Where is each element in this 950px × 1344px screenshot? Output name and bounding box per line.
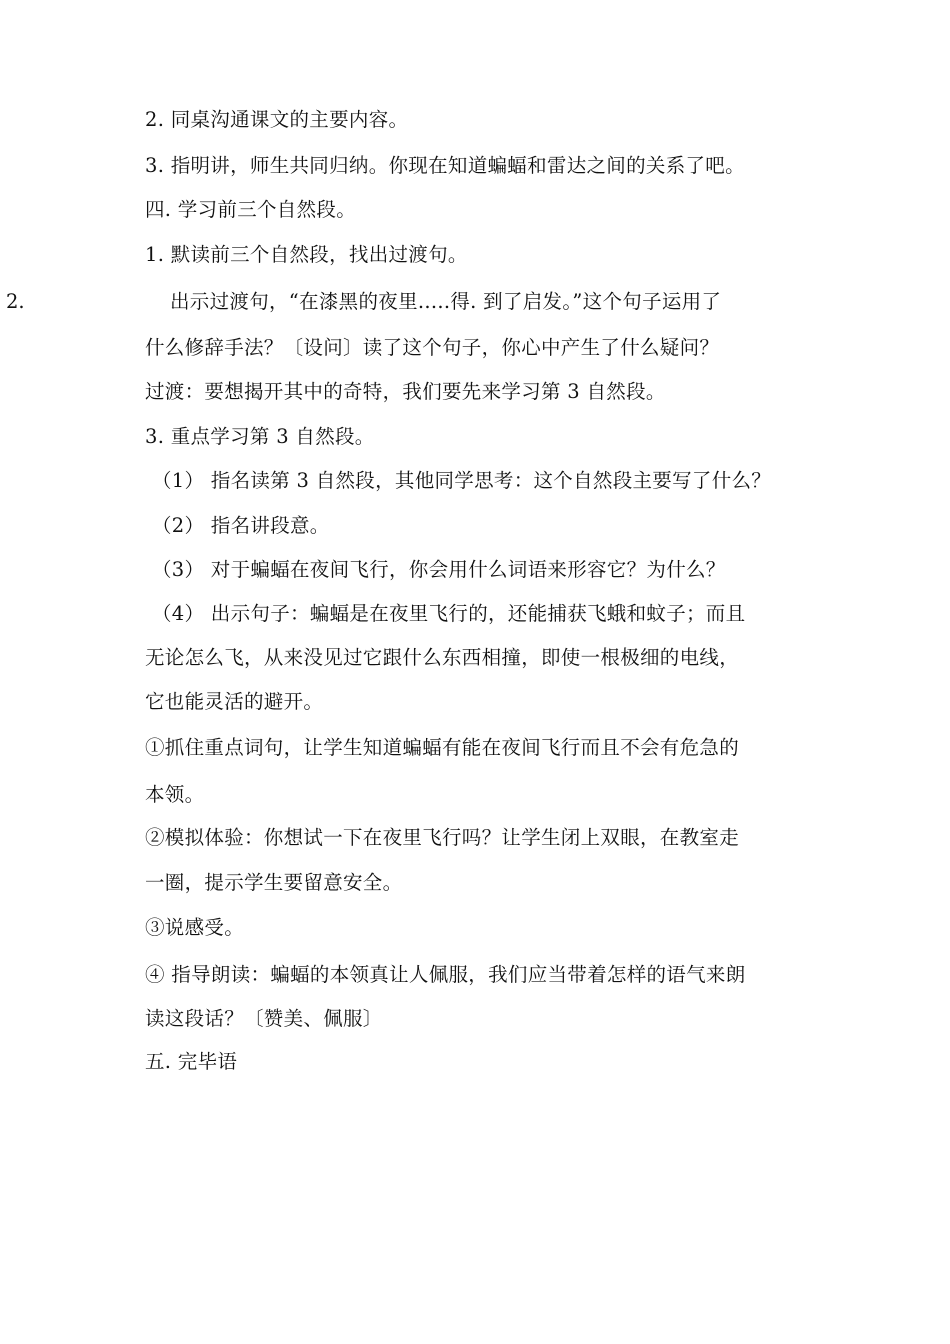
text-line: 无论怎么飞，从来没见过它跟什么东西相撞，即使一根极细的电线， [145, 646, 740, 669]
text-line: 3. 指明讲，师生共同归纳。你现在知道蝙蝠和雷达之间的关系了吧。 [145, 154, 745, 177]
text-line: （4） 出示句子：蝙蝠是在夜里飞行的，还能捕获飞蛾和蚊子；而且 [152, 602, 746, 625]
stray-list-number: 2. [6, 290, 25, 313]
section-heading: 四. 学习前三个自然段。 [145, 198, 356, 221]
text-line: 一圈，提示学生要留意安全。 [145, 871, 403, 894]
text-line: 什么修辞手法？〔设问〕读了这个句子，你心中产生了什么疑问？ [145, 336, 720, 359]
text-line: （2） 指名讲段意。 [152, 514, 330, 537]
section-heading: 五. 完毕语 [145, 1050, 238, 1073]
text-line: ④ 指导朗读：蝙蝠的本领真让人佩服，我们应当带着怎样的语气来朗 [145, 963, 746, 986]
text-line: （3） 对于蝙蝠在夜间飞行，你会用什么词语来形容它？为什么？ [152, 558, 726, 581]
text-line: 过渡：要想揭开其中的奇特，我们要先来学习第 3 自然段。 [145, 380, 666, 403]
text-line: （1） 指名读第 3 自然段，其他同学思考：这个自然段主要写了什么？ [152, 469, 772, 492]
text-line: 3. 重点学习第 3 自然段。 [145, 425, 375, 448]
text-line: ③说感受。 [145, 916, 245, 939]
text-line: 2. 同桌沟通课文的主要内容。 [145, 108, 409, 131]
text-line: 出示过渡句，“在漆黑的夜里.....得. 到了启发。”这个句子运用了 [170, 290, 722, 313]
text-line: 读这段话？〔赞美、佩服〕 [145, 1007, 383, 1030]
text-line: 它也能灵活的避开。 [145, 690, 324, 713]
text-line: ②模拟体验：你想试一下在夜里飞行吗？让学生闭上双眼，在教室走 [145, 826, 740, 849]
text-line: ①抓住重点词句，让学生知道蝙蝠有能在夜间飞行而且不会有危急的 [145, 736, 740, 759]
text-line: 本领。 [145, 783, 205, 806]
text-line: 1. 默读前三个自然段，找出过渡句。 [145, 243, 468, 266]
